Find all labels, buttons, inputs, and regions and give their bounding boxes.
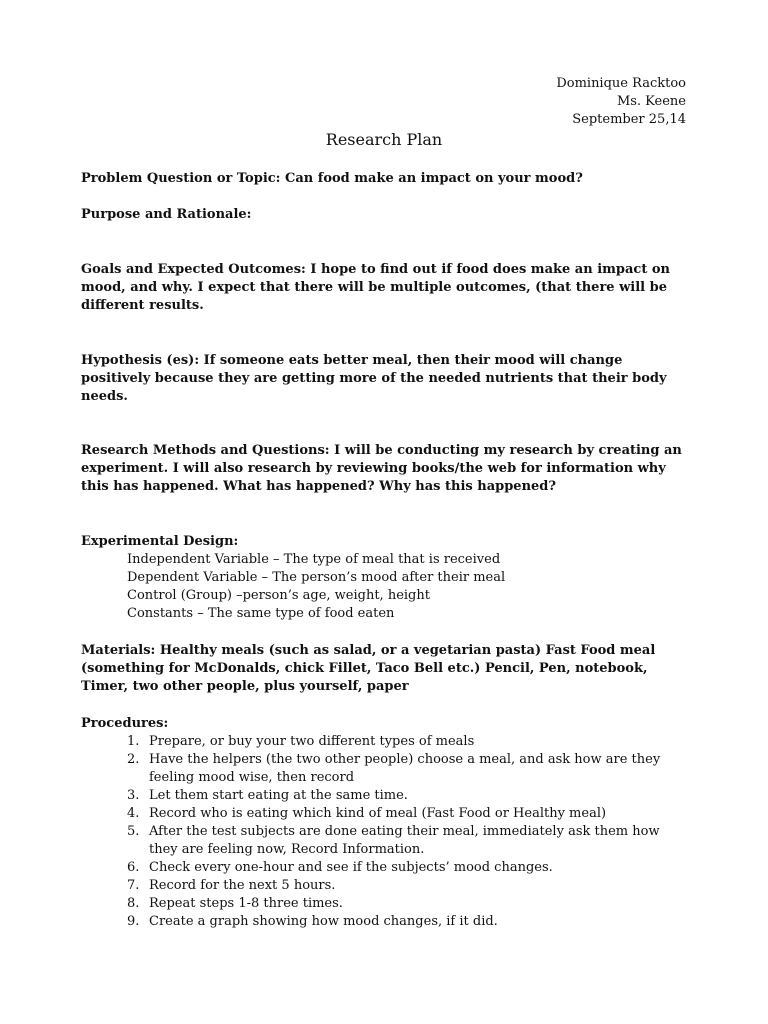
header-block bbox=[556, 75, 686, 129]
procedure-step bbox=[127, 913, 687, 931]
teacher-name: Ms. Keene bbox=[616, 94, 686, 109]
step-number: 1. bbox=[127, 734, 140, 749]
procedures-list bbox=[127, 733, 687, 931]
procedure-step bbox=[127, 733, 687, 751]
step-text: Prepare, or buy your two different types of meals bbox=[149, 734, 475, 749]
hypothesis-paragraph: Hypothesis (es): If someone eats better meal, then their mood will change positively because they are getting more of the needed nutrients that their body needs. bbox=[81, 353, 667, 404]
methods-paragraph: Research Methods and Questions: I will be conducting my research by creating an experiment. I will also research by reviewing books/the web for information why this has happened. What has happened? Why has this happened? bbox=[81, 443, 682, 494]
procedure-step bbox=[127, 787, 687, 805]
purpose-heading: Purpose and Rationale: bbox=[81, 207, 252, 222]
step-text: Create a graph showing how mood changes, if it did. bbox=[149, 914, 498, 929]
step-text: Let them start eating at the same time. bbox=[149, 788, 408, 803]
step-number: 3. bbox=[127, 788, 140, 803]
design-item: Control (Group) –person’s age, weight, height bbox=[127, 588, 430, 603]
problem-question: Problem Question or Topic: Can food make an impact on your mood? bbox=[81, 171, 583, 186]
procedure-step bbox=[127, 895, 687, 913]
procedure-step bbox=[127, 805, 687, 823]
step-text: Have the helpers (the two other people) choose a meal, and ask how are they feeling mood wise, then record bbox=[149, 752, 661, 785]
step-number: 9. bbox=[127, 914, 140, 929]
procedure-step bbox=[127, 751, 687, 787]
author-name: Dominique Racktoo bbox=[556, 76, 686, 91]
step-text: Repeat steps 1-8 three times. bbox=[149, 896, 343, 911]
goals-paragraph: Goals and Expected Outcomes: I hope to find out if food does make an impact on mood, and why. I expect that there will be multiple outcomes, (that there will be different results. bbox=[81, 262, 670, 313]
procedures-heading: Procedures: bbox=[81, 716, 169, 731]
step-number: 2. bbox=[127, 752, 140, 767]
step-number: 5. bbox=[127, 824, 140, 839]
step-number: 7. bbox=[127, 878, 140, 893]
step-number: 6. bbox=[127, 860, 140, 875]
procedure-step bbox=[127, 823, 687, 859]
step-text: Record who is eating which kind of meal (Fast Food or Healthy meal) bbox=[149, 806, 607, 821]
step-number: 8. bbox=[127, 896, 140, 911]
step-text: After the test subjects are done eating their meal, immediately ask them how they are feeling now, Record Information. bbox=[149, 824, 660, 857]
step-text: Check every one-hour and see if the subjects’ mood changes. bbox=[149, 860, 553, 875]
procedure-step bbox=[127, 859, 687, 877]
materials-paragraph: Materials: Healthy meals (such as salad, or a vegetarian pasta) Fast Food meal (something for McDonalds, chick Fillet, Taco Bell etc.) Pencil, Pen, notebook, Timer, two other people, plus yourself, paper bbox=[81, 643, 656, 694]
procedure-step bbox=[127, 877, 687, 895]
design-item: Independent Variable – The type of meal that is received bbox=[127, 552, 501, 567]
step-text: Record for the next 5 hours. bbox=[149, 878, 336, 893]
design-item: Dependent Variable – The person’s mood after their meal bbox=[127, 570, 506, 585]
step-number: 4. bbox=[127, 806, 140, 821]
design-heading: Experimental Design: bbox=[81, 534, 239, 549]
document-date: September 25,14 bbox=[572, 112, 686, 127]
page-title: Research Plan bbox=[325, 130, 443, 149]
design-list bbox=[127, 551, 687, 623]
design-item: Constants – The same type of food eaten bbox=[127, 606, 395, 621]
